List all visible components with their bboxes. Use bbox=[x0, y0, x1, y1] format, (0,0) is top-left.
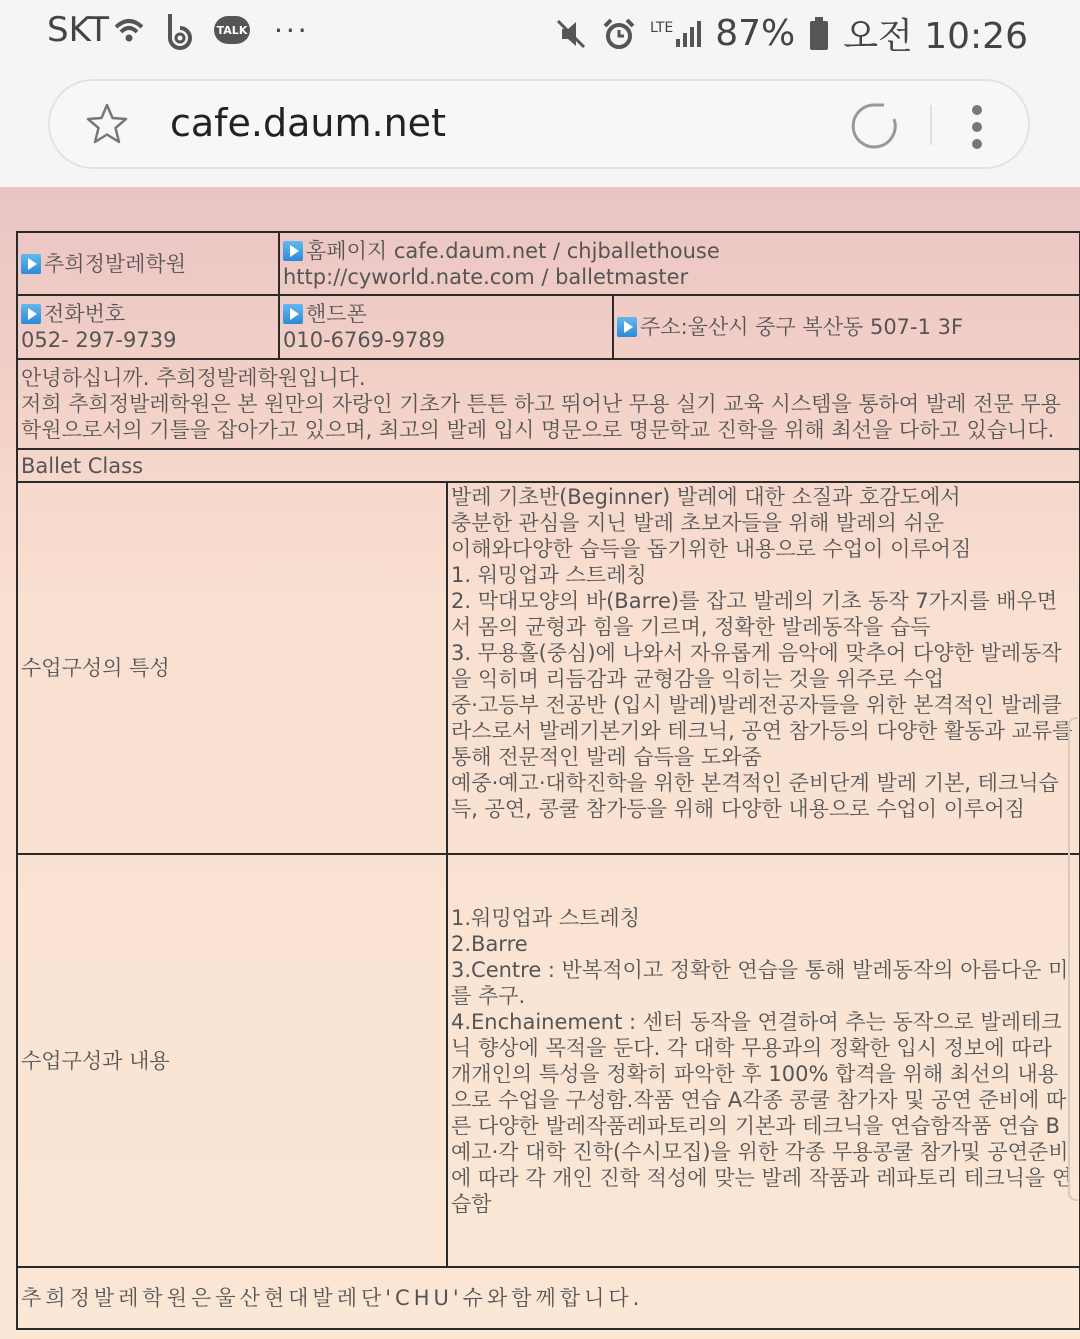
url-text[interactable]: cafe.daum.net bbox=[170, 101, 446, 145]
homepage-cell bbox=[279, 232, 1080, 295]
content-line: 2.Barre bbox=[451, 931, 528, 956]
more-icon: ··· bbox=[274, 13, 310, 47]
features-line: 1. 워밍업과 스트레칭 bbox=[451, 563, 647, 587]
toolbar-divider bbox=[930, 105, 932, 145]
band-icon bbox=[164, 10, 196, 50]
arrow-bullet-icon bbox=[617, 317, 637, 337]
reload-icon[interactable] bbox=[850, 101, 900, 151]
mute-icon bbox=[554, 17, 588, 51]
kakaotalk-icon: TALK bbox=[214, 16, 250, 44]
content-line: 1.워밍업과 스트레칭 bbox=[451, 905, 640, 930]
clock: 오전 10:26 bbox=[843, 16, 1028, 57]
arrow-bullet-icon bbox=[21, 254, 41, 274]
arrow-bullet-icon bbox=[21, 304, 41, 324]
phone-label: 전화번호 bbox=[44, 302, 126, 326]
browser-toolbar bbox=[0, 62, 1080, 187]
features-line: 이해와다양한 습득을 돕기위한 내용으로 수업이 이루어짐 bbox=[451, 537, 972, 561]
features-cell bbox=[447, 482, 1080, 854]
academy-name-cell bbox=[17, 232, 279, 295]
overflow-menu-icon[interactable] bbox=[972, 105, 984, 149]
address: 주소:울산시 중구 복산동 507-1 3F bbox=[640, 315, 964, 339]
greeting: 안녕하십니까. 추희정발레학원입니다. bbox=[21, 366, 366, 390]
address-cell bbox=[613, 295, 1080, 359]
section-title: Ballet Class bbox=[21, 453, 144, 478]
network-label: LTE bbox=[649, 19, 674, 36]
features-label-cell bbox=[17, 482, 447, 854]
phone-number[interactable]: 052- 297-9739 bbox=[21, 328, 177, 352]
arrow-bullet-icon bbox=[283, 304, 303, 324]
intro-text: 저희 추희정발레학원은 본 원만의 자랑인 기초가 튼튼 하고 뛰어난 무용 실기 교육 시스템을 통하여 발레 전문 무용학원으로서의 기틀을 잡아가고 있으며, 최고의 발레 입시 명문으로 명문학교 진학을 위해 최선을 다하고 있습니다. bbox=[21, 392, 1061, 442]
alarm-icon bbox=[602, 17, 636, 51]
academy-info-table bbox=[16, 231, 1080, 1330]
bookmark-star-icon[interactable] bbox=[84, 101, 130, 147]
features-line: 중·고등부 전공반 (입시 발레)발레전공자들을 위한 본격적인 발레클라스로서 발레기본기와 테크닉, 공연 참가등의 다양한 활동과 교류를 통해 전문적인 발레 습득을 도와줌 bbox=[451, 693, 1073, 769]
battery-level: 87% bbox=[715, 13, 796, 54]
footer-text: 추희정발레학원은울산현대발레단'CHU'슈와함께합니다. bbox=[21, 1286, 644, 1310]
page-content bbox=[0, 187, 1080, 1339]
features-line: 3. 무용홀(중심)에 나와서 자유롭게 음악에 맞추어 다양한 발레동작을 익히며 리듬감과 균형감을 익히는 것을 위주로 수업 bbox=[451, 641, 1062, 691]
footer-cell bbox=[17, 1267, 1080, 1329]
section-title-cell bbox=[17, 449, 1080, 482]
content-cell bbox=[447, 854, 1080, 1267]
content-line: 4.Enchainement : 센터 동작을 연결하여 추는 동작으로 발레테크닉 향상에 목적을 둔다. 각 대학 무용과의 정확한 입시 정보에 따라 개개인의 특성을 정확히 파악한 후 100% 합격을 위해 최선의 내용으로 수업을 구성함.작품 연습 A각종 콩쿨 참가자 및 공연 준비에 따른 다양한 발레작품레파토리의 기본과 테크닉을 연습함작품 연습 B예고·각 대학 진학(수시모집)을 위한 각종 무용콩쿨 참가및 공연준비에 따라 각 개인 진학 적성에 맞는 발레 작품과 레파토리 테크닉을 연습함 bbox=[451, 1009, 1073, 1216]
features-line: 예중·예고·대학진학을 위한 본격적인 준비단계 발레 기본, 테크닉습득, 공연, 콩쿨 참가등을 위해 다양한 내용으로 수업이 이루어짐 bbox=[451, 771, 1059, 821]
battery-icon bbox=[809, 17, 829, 51]
features-line: 2. 막대모양의 바(Barre)를 잡고 발레의 기초 동작 7가지를 배우면서 몸의 균형과 힘을 기르며, 정확한 발레동작을 습득 bbox=[451, 589, 1058, 639]
homepage-link[interactable]: 홈페이지 cafe.daum.net / chjballethouse bbox=[306, 238, 720, 263]
content-line: 3.Centre : 반복적이고 정확한 연습을 통해 발레동작의 아름다운 미를 추구. bbox=[451, 957, 1069, 1008]
academy-name: 추희정발레학원 bbox=[44, 251, 187, 276]
intro-cell bbox=[17, 359, 1080, 449]
features-line: 충분한 관심을 지닌 발레 초보자들을 위해 발레의 쉬운 bbox=[451, 511, 945, 535]
features-line: 발레 기초반(Beginner) 발레에 대한 소질과 호감도에서 bbox=[451, 485, 961, 509]
wifi-icon bbox=[112, 15, 146, 45]
status-bar bbox=[0, 0, 1080, 62]
phone-cell bbox=[17, 295, 279, 359]
lte-signal-icon bbox=[650, 21, 701, 47]
homepage-link-2[interactable]: http://cyworld.nate.com / balletmaster bbox=[283, 264, 689, 289]
mobile-number[interactable]: 010-6769-9789 bbox=[283, 328, 446, 352]
mobile-cell bbox=[279, 295, 613, 359]
features-label: 수업구성의 특성 bbox=[21, 656, 170, 680]
content-label: 수업구성과 내용 bbox=[21, 1048, 170, 1073]
content-label-cell bbox=[17, 854, 447, 1267]
address-bar[interactable] bbox=[48, 79, 1030, 169]
carrier-label: SKT bbox=[47, 10, 110, 50]
arrow-bullet-icon bbox=[283, 241, 303, 261]
mobile-label: 핸드폰 bbox=[306, 302, 367, 326]
scroll-indicator[interactable] bbox=[1068, 717, 1078, 1201]
